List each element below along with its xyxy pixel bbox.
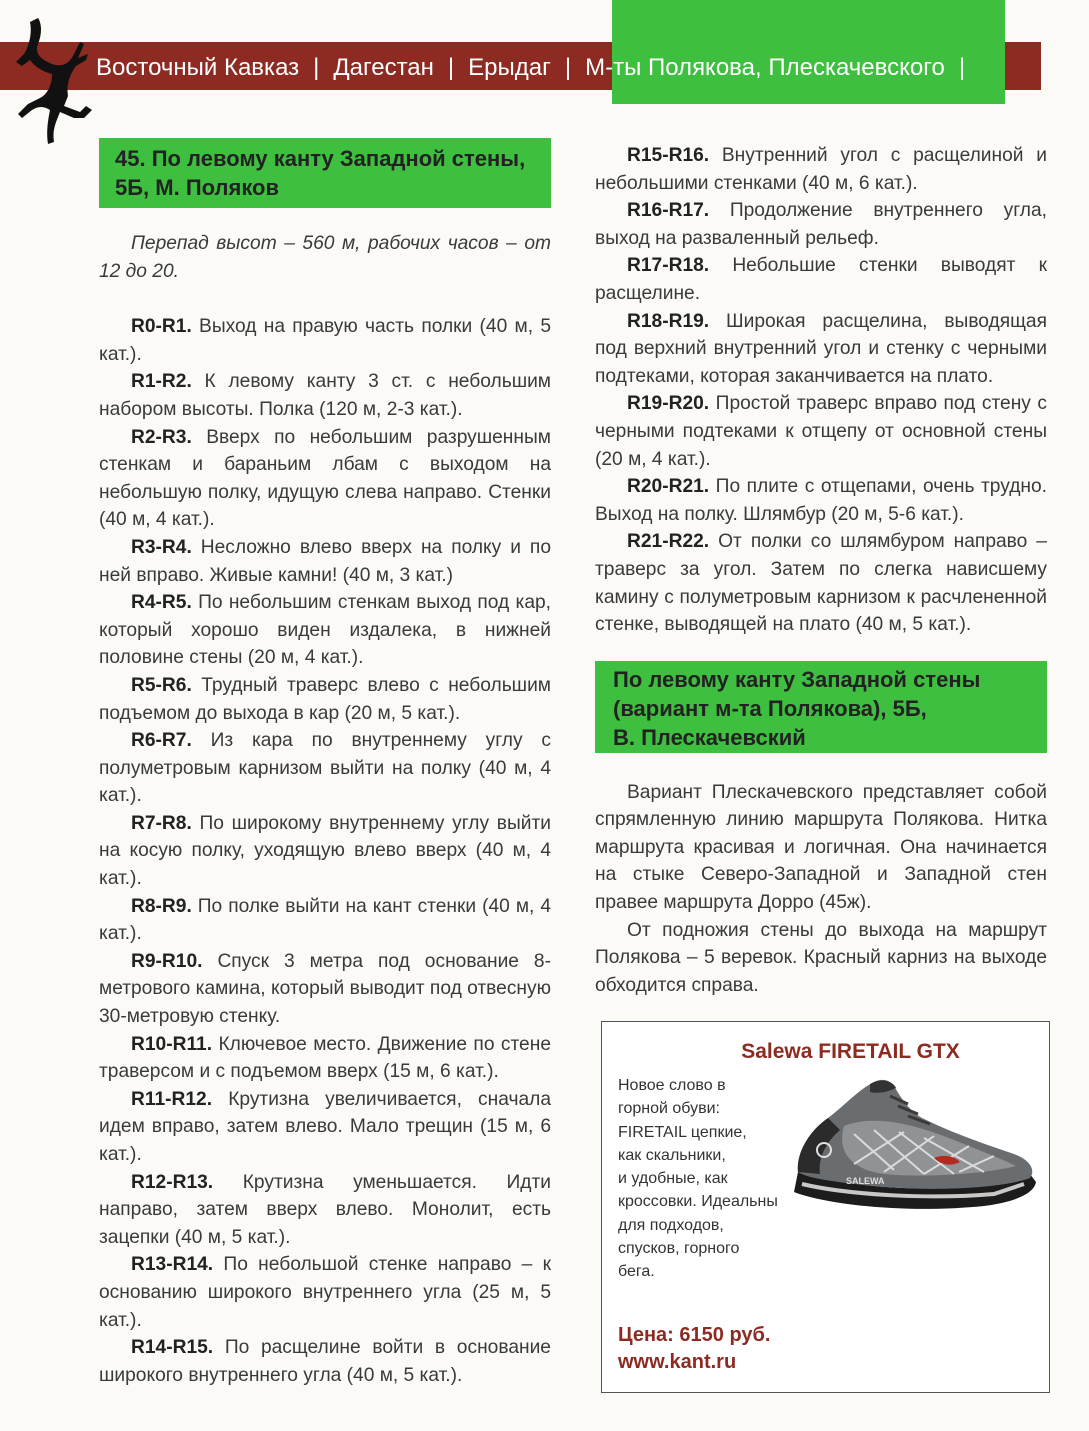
step-code: R10-R11. [131,1033,213,1055]
breadcrumb-separator: | [447,54,455,81]
route-step [99,313,551,368]
route-step [595,473,1047,528]
step-code: R0-R1. [131,316,192,338]
step-code: R6-R7. [131,730,192,752]
product-ad [601,1021,1050,1393]
route-step [99,1251,551,1334]
route-meta: Перепад высот – 560 м, рабочих часов – от 12 до 20. [99,233,551,282]
step-text: Крутизна уменьшается. Идти направо, затем вверх влево. Монолит, есть зацепки (40 м, 5 кат.). [99,1171,551,1248]
ad-description-line: FIRETAIL цепкие, [618,1123,747,1141]
step-text: По расщелине войти в основание широкого внутреннего угла (40 м, 5 кат.). [99,1337,551,1386]
step-code: R21-R22. [627,531,710,553]
ad-description-line: для подходов, [618,1216,724,1234]
step-text: По полке выйти на кант стенки (40 м, 4 кат.). [99,895,551,945]
step-code: R7-R8. [131,812,192,834]
route-step [595,390,1047,473]
ad-description-line: Новое слово в [618,1077,726,1094]
step-text: Крутизна увеличивается, сначала идем вправо, затем влево. Мало трещин (15 м, 6 кат.). [99,1088,551,1165]
ad-url: www.kant.ru [618,1351,737,1373]
variant-paragraph: От подножия стены до выхода на маршрут Полякова – 5 веревок. Красный карниз на выходе обходится справа. [595,919,1047,996]
variant-title-box [595,661,1047,753]
ad-price-block [618,1322,770,1376]
step-text: По небольшим стенкам выход под кар, который хорошо виден издалека, в нижней половине стены (20 м, 4 кат.). [99,592,551,669]
shoe-logo-text: SALEWA [846,1176,885,1186]
route-title-box [99,138,551,208]
route-step [99,672,551,727]
step-text: Вверх по небольшим разрушенным стенкам и бараньим лбам с выходом на небольшую полку, идущую слева направо. Стенки (40 м, 4 кат.). [99,426,551,531]
breadcrumb-separator: | [958,54,966,81]
breadcrumb-item: Ерыдаг [468,54,551,81]
route-step [99,534,551,589]
step-code: R13-R14. [131,1254,214,1276]
step-code: R1-R2. [131,371,192,393]
step-text: Внутренний угол с расщелиной и небольшими стенками (40 м, 6 кат.). [595,145,1047,194]
ad-description-line: как скальники, [618,1146,726,1164]
step-code: R14-R15. [131,1337,214,1359]
step-text: От полки со шлямбуром направо – траверс за угол. Затем по слегка нависшему камину с полуметровым карнизом к расчлененной стенке, выводящей на плато (40 м, 5 кат.). [595,531,1047,636]
step-text: Несложно влево вверх на полку и по ней вправо. Живые камни! (40 м, 3 кат.) [99,536,551,586]
ad-description-line: и удобные, как [618,1170,728,1188]
breadcrumb [96,50,979,86]
ad-description-line: бега. [618,1263,655,1281]
step-text: Из кара по внутреннему углу с полуметровым карнизом выйти на полку (40 м, 4 кат.). [99,730,551,807]
route-step [99,893,551,948]
step-text: К левому канту 3 ст. с небольшим набором высоты. Полка (120 м, 2-3 кат.). [99,371,551,420]
ad-description-line: горной обуви: [618,1100,720,1118]
step-code: R3-R4. [131,536,192,558]
route-step [99,1086,551,1169]
step-code: R17-R18. [627,255,710,277]
right-column [595,142,1047,999]
route-step [99,1334,551,1389]
step-code: R9-R10. [131,950,203,972]
step-code: R15-R16. [627,145,710,166]
step-code: R18-R19. [627,310,710,332]
route-title-line: 5Б, М. Поляков [115,175,280,200]
route-step [595,308,1047,391]
route-step [99,1031,551,1086]
route-step [99,368,551,423]
ad-description-line: спусков, горного [618,1240,740,1258]
step-code: R8-R9. [131,895,192,917]
route-step [99,589,551,672]
step-code: R5-R6. [131,674,192,696]
step-text: Спуск 3 метра под основание 8-метрового камина, который выводит под отвесную 30-метровую стенку. [99,950,551,1028]
step-text: По небольшой стенке направо – к основанию широкого внутреннего угла (25 м, 5 кат.). [99,1254,551,1331]
route-step [99,1169,551,1252]
step-code: R2-R3. [131,426,192,448]
route-step [99,948,551,1031]
step-code: R12-R13. [131,1171,214,1193]
step-code: R20-R21. [627,476,710,498]
route-title-line: 45. По левому канту Западной стены, [115,146,526,171]
step-code: R4-R5. [131,592,192,614]
step-text: Широкая расщелина, выводящая под верхний внутренний угол и стенку с черными подтеками, которая заканчивается на плато. [595,310,1047,387]
step-text: Небольшие стенки выводят к расщелине. [595,255,1047,304]
route-step [99,424,551,534]
step-text: По широкому внутреннему углу выйти на косую полку, уходящую влево вверх (40 м, 4 кат.). [99,812,551,890]
step-code: R11-R12. [131,1088,213,1110]
route-step [595,142,1047,197]
breadcrumb-item: М-ты Полякова, Плескачевского [585,54,945,81]
route-step [595,528,1047,638]
ad-description-line: кроссовки. Идеальны [618,1193,778,1211]
route-step [595,197,1047,252]
step-text: Простой траверс вправо под стену с черными подтеками к отщепу от основной стены (20 м, 4 кат.). [595,393,1047,470]
route-step [99,810,551,893]
breadcrumb-item: Дагестан [333,54,434,81]
step-text: Трудный траверс влево с небольшим подъемом до выхода в кар (20 м, 5 кат.). [99,674,551,724]
variant-paragraph: Вариант Плескачевского представляет собой спрямленную линию маршрута Полякова. Нитка маршрута красивая и логичная. Она начинается на стыке Северо-Западной и Западной стен правее маршрута Дорро (45ж). [595,781,1047,914]
shoe-image [784,1074,1042,1224]
step-code: R16-R17. [627,200,710,222]
route-step [595,252,1047,307]
variant-title-line: В. Плескачевский [613,724,806,750]
ad-price: Цена: 6150 руб. [618,1324,771,1346]
left-column [99,138,551,1389]
step-code: R19-R20. [627,393,710,415]
step-text: Продолжение внутреннего угла, выход на разваленный рельеф. [595,200,1047,249]
ad-title: Salewa FIRETAIL GTX [741,1040,960,1063]
route-step [99,727,551,810]
step-text: Ключевое место. Движение по стене траверсом и с подъемом вверх (15 м, 6 кат.). [99,1033,551,1083]
ad-description [618,1074,788,1284]
breadcrumb-separator: | [564,54,572,81]
step-text: Выход на правую часть полки (40 м, 5 кат.). [99,316,551,365]
step-text: По плите с отщепами, очень трудно. Выход на полку. Шлямбур (20 м, 5-6 кат.). [595,476,1047,525]
breadcrumb-item: Восточный Кавказ [96,54,300,81]
variant-title-line: По левому канту Западной стены [613,666,981,692]
variant-title-line: (вариант м-та Полякова), 5Б, [613,695,927,721]
breadcrumb-separator: | [313,54,320,81]
